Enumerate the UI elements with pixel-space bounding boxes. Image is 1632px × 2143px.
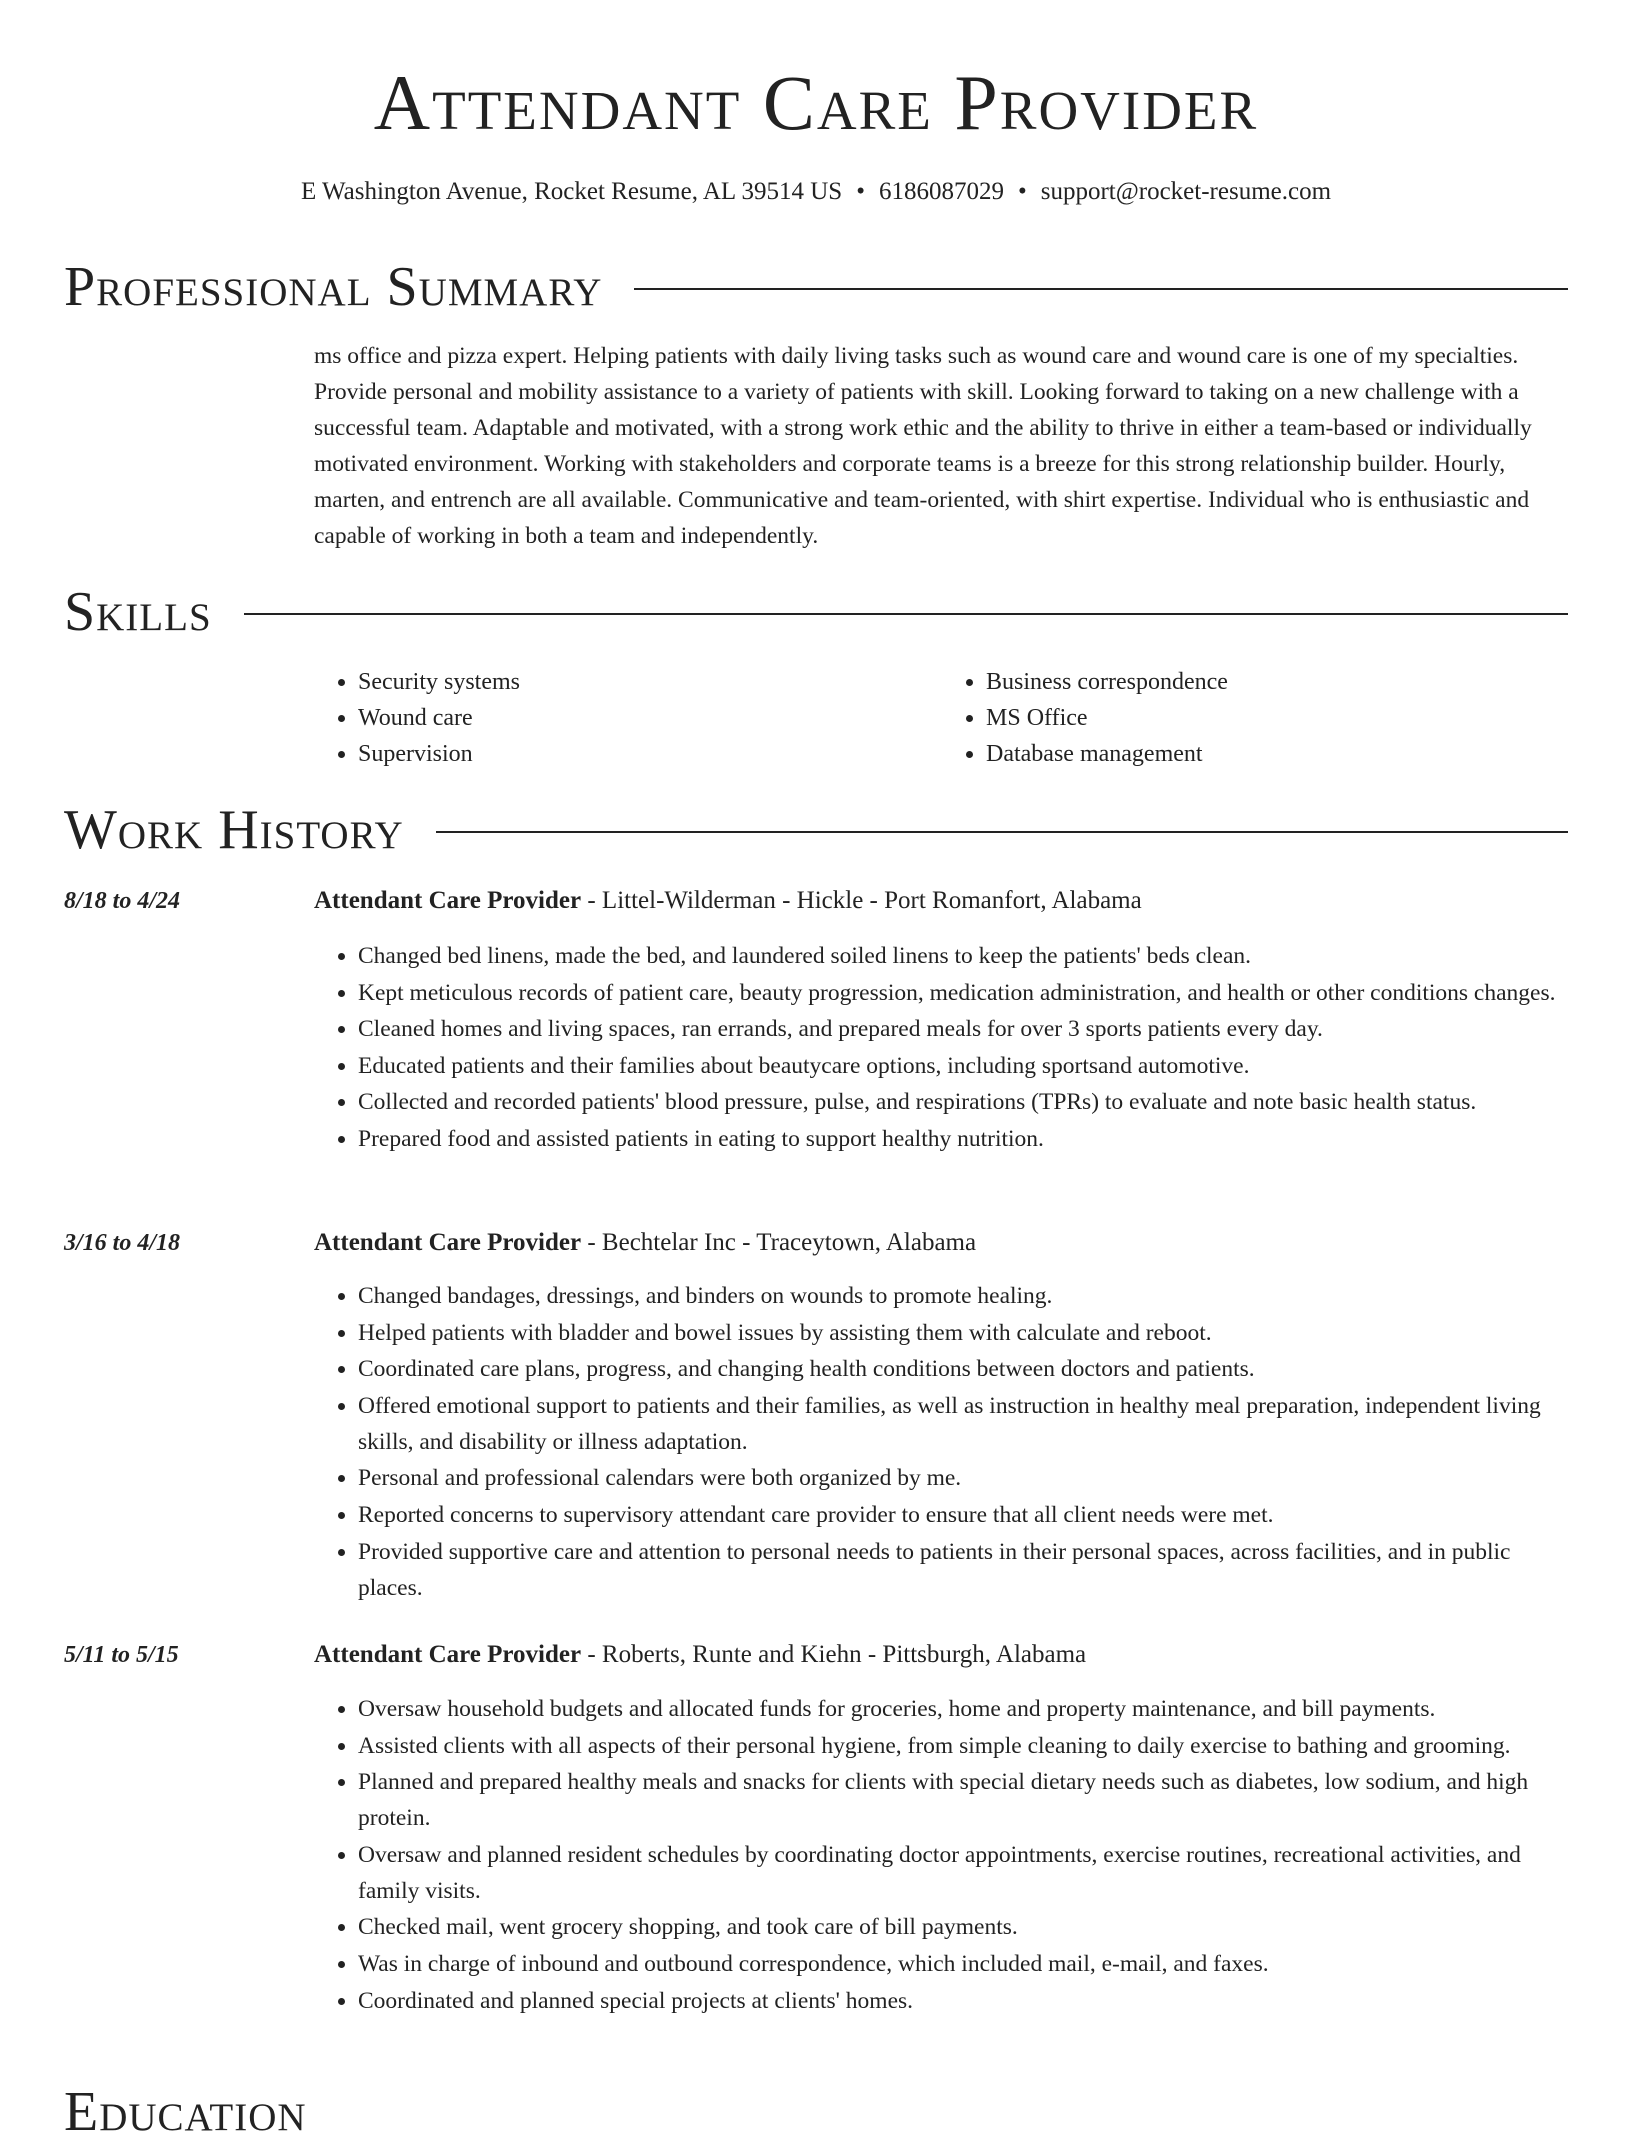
job-bullet: • Collected and recorded patients' blood pressure, pulse, and respirations (TPRs) to evaluate and note basic health status.: [358, 1084, 1570, 1120]
skill-item: • Business correspondence: [986, 664, 1570, 700]
job-bullet-list: [314, 1691, 1570, 2019]
job-bullet: • Personal and professional calendars were both organized by me.: [358, 1460, 1570, 1496]
contact-line: [0, 174, 1632, 210]
skill-item: • MS Office: [986, 700, 1570, 736]
job-heading: [314, 1225, 1570, 1261]
contact-phone: 6186087029: [878, 178, 1004, 205]
job-employer: - Littel-Wilderman - Hickle - Port Romanfort, Alabama: [581, 887, 1142, 914]
job-bullet: • Changed bed linens, made the bed, and laundered soiled linens to keep the patients' beds clean.: [358, 938, 1570, 974]
job-bullet: • Reported concerns to supervisory attendant care provider to ensure that all client needs were met.: [358, 1497, 1570, 1533]
job-title: Attendant Care Provider: [314, 1229, 582, 1256]
job-bullet-list: [314, 938, 1570, 1158]
section-divider: [634, 288, 1568, 290]
job-bullet: • Oversaw household budgets and allocated funds for groceries, home and property maintenance, and bill payments.: [358, 1691, 1570, 1727]
skill-item: • Database management: [986, 736, 1570, 772]
job-employer: - Roberts, Runte and Kiehn - Pittsburgh, Alabama: [581, 1641, 1087, 1668]
contact-address: E Washington Avenue, Rocket Resume, AL 39514 US: [300, 178, 843, 205]
job-title: Attendant Care Provider: [314, 1641, 582, 1668]
job-bullet: • Coordinated care plans, progress, and changing health conditions between doctors and patients.: [358, 1351, 1570, 1387]
job-bullet: • Prepared food and assisted patients in eating to support healthy nutrition.: [358, 1121, 1570, 1157]
job-dates: 3/16 to 4/18: [64, 1230, 181, 1256]
candidate-name: Attendant Care Provider: [373, 59, 1259, 146]
contact-email: support@rocket-resume.com: [1040, 178, 1332, 205]
education-section-header: [64, 2082, 1568, 2142]
job-title: Attendant Care Provider: [314, 887, 582, 914]
education-section-title: Education: [64, 2081, 307, 2143]
skills-section-header: [64, 582, 1568, 642]
job-dates: 8/18 to 4/24: [64, 888, 181, 914]
job-bullet: • Oversaw and planned resident schedules by coordinating doctor appointments, exercise routines, recreational activities, and family visits.: [358, 1837, 1570, 1909]
summary-section-header: [64, 257, 1568, 317]
job-employer: - Bechtelar Inc - Traceytown, Alabama: [581, 1229, 977, 1256]
job-bullet: • Checked mail, went grocery shopping, and took care of bill payments.: [358, 1909, 1570, 1945]
skills-column-left: [314, 664, 942, 772]
contact-separator: •: [1017, 178, 1027, 205]
skill-item: • Wound care: [358, 700, 942, 736]
skills-section-title: Skills: [64, 581, 212, 643]
job-bullet-list: [314, 1278, 1570, 1606]
job-bullet: • Kept meticulous records of patient care, beauty progression, medication administration, and health or other conditions changes.: [358, 975, 1570, 1011]
job-bullet: • Changed bandages, dressings, and binders on wounds to promote healing.: [358, 1278, 1570, 1314]
job-bullet: • Educated patients and their families about beautycare options, including sportsand automotive.: [358, 1048, 1570, 1084]
job-bullet: • Assisted clients with all aspects of their personal hygiene, from simple cleaning to daily exercise to bathing and grooming.: [358, 1728, 1570, 1764]
job-bullet: • Helped patients with bladder and bowel issues by assisting them with calculate and reboot.: [358, 1315, 1570, 1351]
section-divider: [244, 613, 1568, 615]
skill-item: • Supervision: [358, 736, 942, 772]
summary-text: ms office and pizza expert. Helping patients with daily living tasks such as wound care and wound care is one of my specialties. Provide personal and mobility assistance to a variety of patients with skill. Looking forward to taking on a new challenge with a successful team. Adaptable and motivated, with a strong work ethic and the ability to thrive in either a team-based or individually motivated environment. Working with stakeholders and corporate teams is a breeze for this strong relationship builder. Hourly, marten, and entrench are all available. Communicative and team-oriented, with shirt expertise. Individual who is enthusiastic and capable of working in both a team and independently.: [314, 343, 1532, 549]
section-divider: [436, 831, 1568, 833]
summary-section-title: Professional Summary: [64, 256, 603, 318]
work-section-header: [64, 800, 1568, 860]
job-bullet: • Was in charge of inbound and outbound correspondence, which included mail, e-mail, and faxes.: [358, 1946, 1570, 1982]
job-bullet: • Coordinated and planned special projects at clients' homes.: [358, 1983, 1570, 2019]
skills-list: [314, 664, 1570, 772]
job-bullet: • Planned and prepared healthy meals and snacks for clients with special dietary needs such as diabetes, low sodium, and high protein.: [358, 1764, 1570, 1836]
job-heading: [314, 1637, 1570, 1673]
skills-column-right: [942, 664, 1570, 772]
contact-separator: •: [856, 178, 865, 205]
job-heading: [314, 883, 1570, 919]
job-bullet: • Cleaned homes and living spaces, ran errands, and prepared meals for over 3 sports patients every day.: [358, 1011, 1570, 1047]
job-bullet: • Provided supportive care and attention to personal needs to patients in their personal spaces, across facilities, and in public places.: [358, 1534, 1570, 1606]
skill-item: • Security systems: [358, 664, 942, 700]
job-bullet: • Offered emotional support to patients and their families, as well as instruction in healthy meal preparation, independent living skills, and disability or illness adaptation.: [358, 1388, 1570, 1460]
work-section-title: Work History: [64, 799, 404, 861]
job-dates: 5/11 to 5/15: [64, 1642, 179, 1668]
